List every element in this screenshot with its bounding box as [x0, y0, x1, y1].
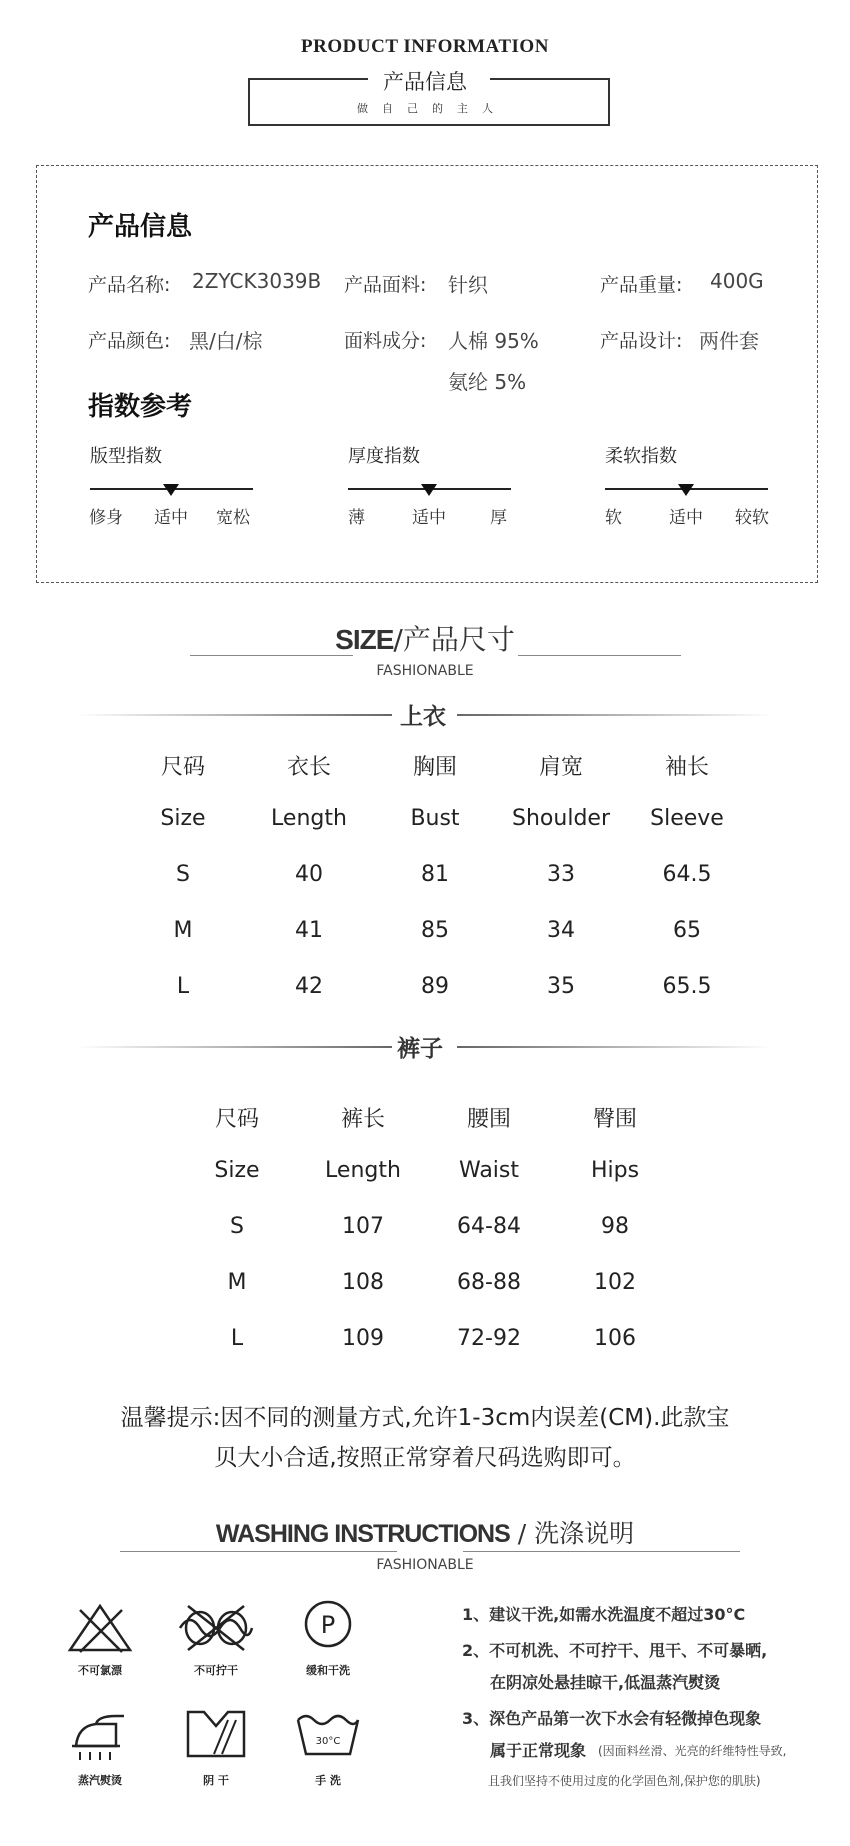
table-header: Bust — [410, 806, 460, 831]
table-cell: 68-88 — [457, 1270, 521, 1295]
table-cell: 35 — [547, 974, 575, 999]
table-header: Shoulder — [512, 806, 610, 831]
table-cell: 34 — [547, 918, 575, 943]
table-cell: 41 — [295, 918, 323, 943]
table-cell: M — [173, 918, 193, 943]
table-header: 尺码 — [214, 1107, 259, 1132]
name-value: 2ZYCK3039B — [192, 269, 322, 293]
table-cell: 89 — [421, 974, 449, 999]
dry-clean-p-icon — [302, 1598, 354, 1654]
table-cell: 81 — [421, 862, 449, 887]
table-cell: S — [230, 1214, 244, 1239]
header-subtitle: 做自己的主人 — [357, 102, 507, 115]
table-header: 尺码 — [160, 755, 205, 780]
size-section-subtitle: FASHIONABLE — [376, 663, 474, 679]
size-note-line-2: 贝大小合适,按照正常穿着尺码选购即可。 — [214, 1445, 636, 1471]
shade-dry-label: 阴 干 — [203, 1774, 229, 1787]
instruction-3a: 3、深色产品第一次下水会有轻微掉色现象 — [462, 1709, 762, 1728]
index-thickness-high: 厚 — [490, 508, 507, 528]
info-title: 产品信息 — [88, 212, 193, 242]
washing-section-title: WASHING INSTRUCTIONS / 洗涤说明 — [215, 1519, 635, 1548]
hand-wash-icon — [294, 1708, 362, 1764]
fabric-label: 产品面料: — [344, 274, 427, 296]
table-cell: 108 — [342, 1270, 384, 1295]
color-value: 黑/白/棕 — [189, 329, 263, 353]
table-header: Waist — [458, 1158, 520, 1183]
iron-steam-icon — [66, 1712, 130, 1766]
no-bleach-icon — [66, 1602, 134, 1658]
table-header: Size — [214, 1158, 260, 1183]
shade-dry-icon — [184, 1708, 248, 1764]
table-cell: 42 — [295, 974, 323, 999]
washing-section-subtitle: FASHIONABLE — [376, 1557, 474, 1573]
table-header: Size — [160, 806, 206, 831]
table-header: 胸围 — [412, 755, 457, 780]
index-fit-low: 修身 — [89, 508, 123, 528]
weight-value: 400G — [710, 269, 764, 293]
index-thickness-mid: 适中 — [412, 508, 446, 528]
index-softness-title: 柔软指数 — [605, 446, 677, 467]
table-cell: 85 — [421, 918, 449, 943]
instruction-2b: 在阴凉处悬挂晾干,低温蒸汽熨烫 — [490, 1673, 721, 1692]
design-label: 产品设计: — [600, 330, 683, 352]
table-cell: 106 — [594, 1326, 636, 1351]
index-softness-high: 较软 — [735, 508, 769, 528]
index-thickness-title: 厚度指数 — [348, 446, 420, 467]
design-value: 两件套 — [699, 329, 759, 353]
table-header: 衣长 — [286, 755, 331, 780]
header-title-en: PRODUCT INFORMATION — [301, 36, 549, 57]
table-cell: 102 — [594, 1270, 636, 1295]
table-header: Length — [325, 1158, 401, 1183]
hand-wash-temp: 30°C — [315, 1736, 341, 1747]
index-softness-marker — [678, 484, 694, 496]
table-cell: 107 — [342, 1214, 384, 1239]
table-cell: M — [227, 1270, 247, 1295]
instruction-3b: 属于正常现象 — [490, 1741, 587, 1760]
no-wring-label: 不可拧干 — [194, 1664, 238, 1677]
weight-label: 产品重量: — [600, 274, 683, 296]
table-cell: 65.5 — [662, 974, 712, 999]
table-cell: 33 — [547, 862, 575, 887]
product-info-box — [36, 165, 818, 583]
table-header: 腰围 — [466, 1107, 511, 1132]
index-softness-low: 软 — [605, 508, 622, 528]
size-note-line-1: 温馨提示:因不同的测量方式,允许1-3cm内误差(CM).此款宝 — [120, 1405, 730, 1431]
index-title: 指数参考 — [88, 392, 193, 422]
table-cell: 40 — [295, 862, 323, 887]
index-fit-high: 宽松 — [216, 508, 250, 528]
composition-value-1: 人棉 95% — [448, 329, 539, 353]
size-section-title: SIZE/产品尺寸 — [335, 623, 515, 656]
instruction-2a: 2、不可机洗、不可拧干、甩干、不可暴晒, — [462, 1641, 768, 1660]
table-cell: 65 — [673, 918, 701, 943]
table-header: Sleeve — [650, 806, 724, 831]
dry-clean-label: 缓和干洗 — [306, 1664, 350, 1677]
table-cell: L — [230, 1326, 244, 1351]
iron-steam-label: 蒸汽熨烫 — [78, 1774, 122, 1787]
table-cell: 64-84 — [457, 1214, 521, 1239]
index-softness-mid: 适中 — [669, 508, 703, 528]
header-title-cn: 产品信息 — [383, 70, 467, 94]
index-fit-mid: 适中 — [154, 508, 188, 528]
index-fit-title: 版型指数 — [90, 446, 162, 467]
table-cell: 64.5 — [662, 862, 712, 887]
index-thickness-low: 薄 — [348, 508, 365, 528]
table-header: Length — [271, 806, 347, 831]
color-label: 产品颜色: — [88, 330, 171, 352]
table-cell: S — [176, 862, 190, 887]
svg-text:P: P — [320, 1611, 336, 1639]
instruction-3c: 且我们坚持不使用过度的化学固色剂,保护您的肌肤) — [488, 1774, 761, 1788]
table-header: Hips — [590, 1158, 640, 1183]
instruction-3b-note: (因面料丝滑、光亮的纤维特性导致, — [598, 1744, 787, 1758]
table-cell: L — [176, 974, 190, 999]
no-bleach-label: 不可氯漂 — [78, 1664, 122, 1677]
composition-label: 面料成分: — [344, 330, 427, 352]
top-table-heading: 上衣 — [400, 704, 446, 730]
hand-wash-label: 手 洗 — [315, 1774, 341, 1787]
instruction-1: 1、建议干洗,如需水洗温度不超过30°C — [462, 1605, 746, 1624]
index-thickness-marker — [421, 484, 437, 496]
table-header: 肩宽 — [538, 755, 583, 780]
table-cell: 109 — [342, 1326, 384, 1351]
name-label: 产品名称: — [88, 274, 171, 296]
pants-table-heading: 裤子 — [397, 1036, 443, 1062]
table-cell: 72-92 — [457, 1326, 521, 1351]
composition-value-2: 氨纶 5% — [448, 370, 527, 394]
index-fit-marker — [163, 484, 179, 496]
table-header: 裤长 — [340, 1107, 385, 1132]
fabric-value: 针织 — [448, 273, 488, 297]
table-header: 臀围 — [592, 1107, 637, 1132]
table-header: 袖长 — [664, 755, 709, 780]
table-cell: 98 — [601, 1214, 629, 1239]
no-wring-icon — [176, 1602, 256, 1658]
